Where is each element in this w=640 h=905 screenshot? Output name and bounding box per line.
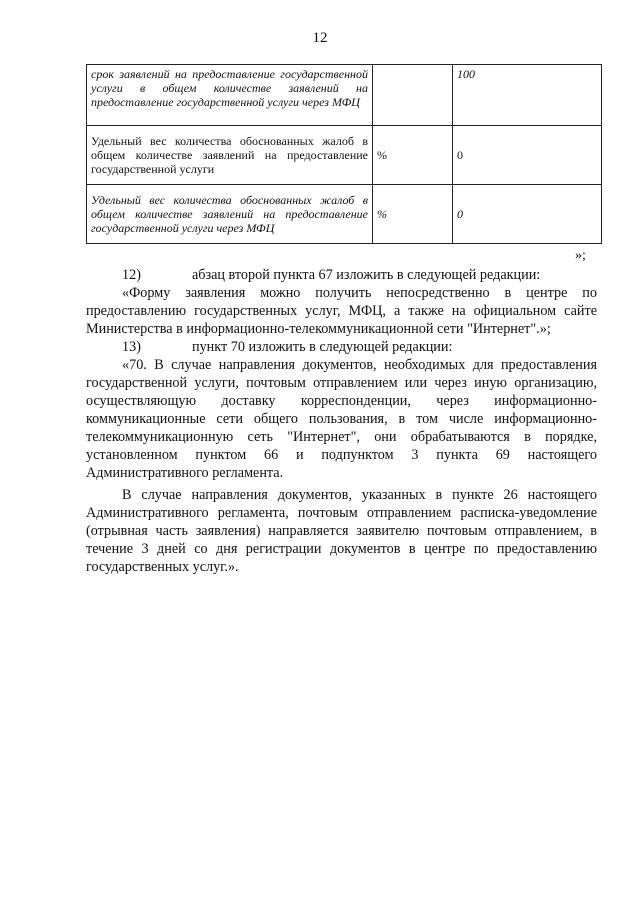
item-number: 13) <box>122 339 141 355</box>
page-number: 12 <box>312 30 328 46</box>
quoted-paragraph: «Форму заявления можно получить непосредственно в центре по предоставлению государственных услуг, МФЦ, а также на официальном сайте Министерства в информационно-телекоммуникационной сети "Интернет".»; <box>86 285 597 337</box>
document-body <box>86 266 597 576</box>
item-number: 12) <box>122 267 141 283</box>
indicator-name: Удельный вес количества обоснованных жалоб в общем количестве заявлений на предоставление государственной услуги через МФЦ <box>87 185 373 244</box>
indicators-table <box>86 64 602 244</box>
indicator-value: 0 <box>453 185 602 244</box>
indicator-value: 100 <box>453 65 602 126</box>
item-text: абзац второй пункта 67 изложить в следующей редакции: <box>192 267 541 283</box>
indicator-name: Удельный вес количества обоснованных жалоб в общем количестве заявлений на предоставление государственной услуги <box>87 126 373 185</box>
indicator-name: срок заявлений на предоставление государственной услуги в общем количестве заявлений на предоставление государственной услуги через МФЦ <box>87 65 373 126</box>
table-row <box>87 185 602 244</box>
indicator-unit <box>373 65 453 126</box>
table-row <box>87 126 602 185</box>
item-text: пункт 70 изложить в следующей редакции: <box>192 339 453 355</box>
indicator-unit: % <box>373 126 453 185</box>
closing-quote: »; <box>575 248 586 263</box>
item-heading <box>86 338 597 356</box>
table-row <box>87 65 602 126</box>
indicator-value: 0 <box>453 126 602 185</box>
item-heading <box>86 266 597 284</box>
indicator-unit: % <box>373 185 453 244</box>
quoted-paragraph: В случае направления документов, указанных в пункте 26 настоящего Административного регламента, почтовым отправлением расписка-уведомление (отрывная часть заявления) направляется заявителю почтовым отправлением, в течение 3 дней со дня регистрации документов в центре по предоставлению государственных услуг.». <box>86 487 597 575</box>
quoted-paragraph: «70. В случае направления документов, необходимых для предоставления государственной услуги, почтовым отправлением или через иную организацию, осуществляющую доставку корреспонденции, через информационно-коммуникационные сети общего пользования, в том числе информационно-телекоммуникационную сеть "Интернет", они обрабатываются в порядке, установленном пунктом 66 и подпунктом 3 пункта 69 настоящего Административного регламента. <box>86 357 597 481</box>
